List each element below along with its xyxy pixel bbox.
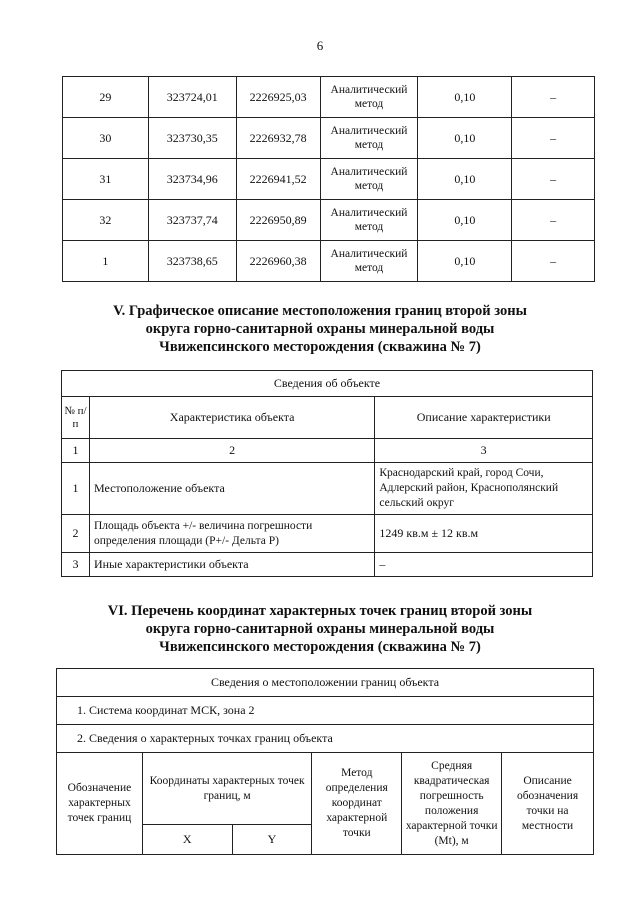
error-cell: 0,10 bbox=[418, 159, 512, 200]
x-coordinate-cell: 323724,01 bbox=[148, 77, 236, 118]
error-cell: 0,10 bbox=[418, 77, 512, 118]
section-5-heading-line-1: V. Графическое описание местоположения границ второй зоны bbox=[113, 303, 527, 319]
table-row bbox=[63, 241, 595, 282]
row-description: Краснодарский край, город Сочи, Адлерский район, Краснополянский сельский округ bbox=[375, 463, 593, 515]
index-cell: 1 bbox=[62, 439, 90, 463]
col-header-characteristic: Характеристика объекта bbox=[89, 397, 374, 439]
table-row bbox=[63, 200, 595, 241]
row-description: – bbox=[375, 553, 593, 577]
section-6-heading-line-3: Чвижепсинского месторождения (скважина № 7) bbox=[159, 639, 481, 655]
col-header-y: Y bbox=[232, 825, 312, 855]
boundary-points-caption: 2. Сведения о характерных точках границ объекта bbox=[57, 725, 594, 753]
table-row bbox=[62, 553, 593, 577]
row-characteristic: Иные характеристики объекта bbox=[89, 553, 374, 577]
y-coordinate-cell: 2226932,78 bbox=[236, 118, 320, 159]
col-header-num: № п/п bbox=[62, 397, 90, 439]
point-number-cell: 29 bbox=[63, 77, 149, 118]
row-num: 3 bbox=[62, 553, 90, 577]
method-cell: Аналитический метод bbox=[320, 77, 418, 118]
error-cell: 0,10 bbox=[418, 118, 512, 159]
section-6-heading bbox=[0, 602, 640, 656]
table-row bbox=[63, 118, 595, 159]
method-cell: Аналитический метод bbox=[320, 118, 418, 159]
error-cell: 0,10 bbox=[418, 241, 512, 282]
point-number-cell: 1 bbox=[63, 241, 149, 282]
section-6-heading-line-2: округа горно-санитарной охраны минеральной воды bbox=[145, 621, 495, 637]
col-header-error: Средняя квадратическая погрешность положения характерной точки (Mt), м bbox=[402, 753, 502, 855]
method-cell: Аналитический метод bbox=[320, 200, 418, 241]
description-cell: – bbox=[512, 77, 595, 118]
row-description: 1249 кв.м ± 12 кв.м bbox=[375, 515, 593, 553]
table-row bbox=[62, 463, 593, 515]
description-cell: – bbox=[512, 118, 595, 159]
object-info-table bbox=[61, 370, 593, 577]
method-cell: Аналитический метод bbox=[320, 241, 418, 282]
table-row bbox=[62, 515, 593, 553]
col-header-point-description: Описание обозначения точки на местности bbox=[502, 753, 594, 855]
coordinates-table-continued bbox=[62, 76, 595, 282]
point-number-cell: 32 bbox=[63, 200, 149, 241]
point-number-cell: 30 bbox=[63, 118, 149, 159]
table-row bbox=[63, 159, 595, 200]
index-cell: 3 bbox=[375, 439, 593, 463]
section-5-heading-line-2: округа горно-санитарной охраны минеральной воды bbox=[145, 321, 495, 337]
section-5-heading bbox=[0, 302, 640, 356]
section-6-heading-line-1: VI. Перечень координат характерных точек границ второй зоны bbox=[107, 603, 533, 619]
col-header-x: X bbox=[142, 825, 232, 855]
method-cell: Аналитический метод bbox=[320, 159, 418, 200]
coordinate-system-row: 1. Система координат МСК, зона 2 bbox=[57, 697, 594, 725]
error-cell: 0,10 bbox=[418, 200, 512, 241]
row-characteristic: Площадь объекта +/- величина погрешности определения площади (Р+/- Дельта Р) bbox=[89, 515, 374, 553]
description-cell: – bbox=[512, 159, 595, 200]
y-coordinate-cell: 2226925,03 bbox=[236, 77, 320, 118]
y-coordinate-cell: 2226960,38 bbox=[236, 241, 320, 282]
col-header-description: Описание характеристики bbox=[375, 397, 593, 439]
row-num: 1 bbox=[62, 463, 90, 515]
x-coordinate-cell: 323737,74 bbox=[148, 200, 236, 241]
description-cell: – bbox=[512, 200, 595, 241]
row-characteristic: Местоположение объекта bbox=[89, 463, 374, 515]
col-header-coordinates: Координаты характерных точек границ, м bbox=[142, 753, 311, 825]
col-header-designation: Обозначение характерных точек границ bbox=[57, 753, 143, 855]
description-cell: – bbox=[512, 241, 595, 282]
y-coordinate-cell: 2226941,52 bbox=[236, 159, 320, 200]
boundary-table-title: Сведения о местоположении границ объекта bbox=[57, 669, 594, 697]
row-num: 2 bbox=[62, 515, 90, 553]
x-coordinate-cell: 323734,96 bbox=[148, 159, 236, 200]
point-number-cell: 31 bbox=[63, 159, 149, 200]
boundary-points-table bbox=[56, 668, 594, 855]
table-row bbox=[63, 77, 595, 118]
x-coordinate-cell: 323738,65 bbox=[148, 241, 236, 282]
section-5-heading-line-3: Чвижепсинского месторождения (скважина № 7) bbox=[159, 339, 481, 355]
x-coordinate-cell: 323730,35 bbox=[148, 118, 236, 159]
y-coordinate-cell: 2226950,89 bbox=[236, 200, 320, 241]
col-header-method: Метод определения координат характерной точки bbox=[312, 753, 402, 855]
index-cell: 2 bbox=[89, 439, 374, 463]
page-number: 6 bbox=[316, 38, 324, 53]
object-info-title: Сведения об объекте bbox=[62, 371, 593, 397]
